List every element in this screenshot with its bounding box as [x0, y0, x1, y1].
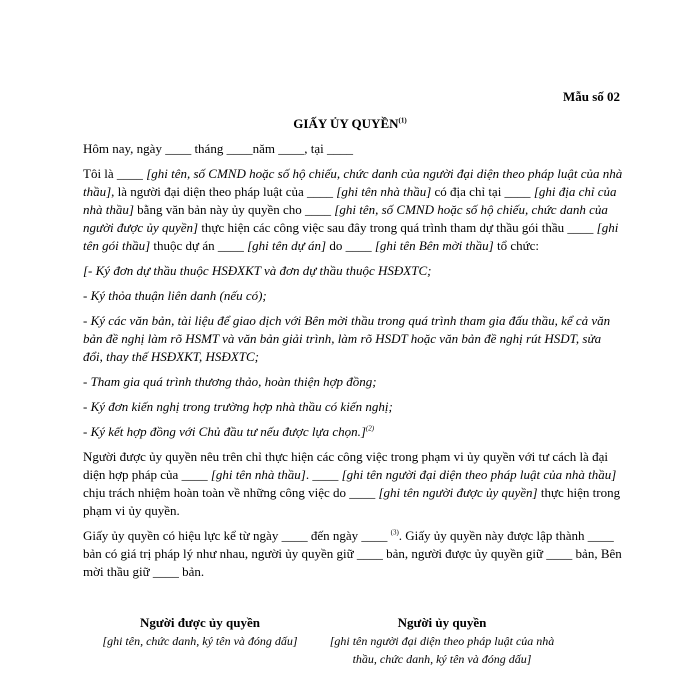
scope-placeholder: [ghi tên người được ủy quyền]: [378, 485, 538, 500]
signature-heading: Người được ủy quyền: [140, 615, 260, 630]
document-body: [83, 140, 623, 588]
task-item: - Ký thỏa thuận liên danh (nếu có);: [83, 288, 267, 303]
intro-placeholder: [ghi tên, số CMND hoặc số hộ chiếu, chức danh của người được ủy quyền]: [83, 202, 608, 235]
scope-placeholder: [ghi tên nhà thầu]: [210, 467, 306, 482]
scope-paragraph: [83, 448, 623, 520]
title-footnote: (1): [398, 116, 407, 125]
signature-heading: Người ủy quyền: [397, 615, 487, 630]
task-item-last: [83, 423, 623, 441]
validity-paragraph: [83, 527, 623, 581]
scope-text: Người được ủy quyền nêu trên chỉ thực hiện các công việc trong phạm vi ủy quyền với tư cách là đại diện hợp pháp của ____: [83, 449, 608, 482]
task-footnote: (2): [365, 424, 375, 433]
intro-paragraph: [83, 165, 623, 255]
intro-placeholder: [ghi tên gói thầu]: [83, 220, 619, 253]
intro-placeholder: [ghi tên Bên mời thầu]: [374, 238, 494, 253]
form-number: Mẫu số 02: [562, 89, 620, 104]
validity-footnote: (3): [390, 528, 399, 537]
scope-text: thực hiện trong phạm vi ủy quyền.: [83, 485, 621, 518]
intro-text: tổ chức:: [493, 238, 540, 253]
intro-placeholder: [ghi tên nhà thầu]: [336, 184, 432, 199]
intro-text: thuộc dự án ____: [150, 238, 248, 253]
intro-text: có địa chỉ tại ____: [431, 184, 534, 199]
task-item: [- Ký đơn dự thầu thuộc HSĐXKT và đơn dự thầu thuộc HSĐXTC;: [83, 263, 432, 278]
intro-text: do ____: [326, 238, 375, 253]
scope-placeholder: [ghi tên người đại diện theo pháp luật của nhà thầu]: [341, 467, 617, 482]
intro-text: bằng văn bản này ủy quyền cho ____: [133, 202, 335, 217]
signature-block-authorized: [80, 614, 320, 650]
intro-placeholder: [ghi tên dự án]: [247, 238, 327, 253]
task-item: - Ký đơn kiến nghị trong trường hợp nhà thầu có kiến nghị;: [83, 399, 393, 414]
intro-placeholder: [ghi tên, số CMND hoặc số hộ chiếu, chức danh của người đại diện theo pháp luật của nhà thầu]: [83, 166, 623, 199]
intro-text: Tôi là ____: [83, 166, 147, 181]
signature-detail: [ghi tên người đại diện theo pháp luật của nhà thầu, chức danh, ký tên và đóng dấu]: [329, 634, 555, 666]
intro-text: thực hiện các công việc sau đây trong quá trình tham dự thầu gói thầu ____: [198, 220, 597, 235]
scope-text: . ____: [305, 467, 342, 482]
title-text: GIẤY ỦY QUYỀN: [293, 116, 399, 131]
intro-text: , là người đại diện theo pháp luật của ____: [111, 184, 337, 199]
validity-text: . Giấy ủy quyền này được lập thành ____ bản có giá trị pháp lý như nhau, người ủy quyền giữ ____ bản, người được ủy quyền giữ ____ bản, Bên mời thầu giữ ____ bản.: [83, 528, 622, 579]
validity-text: Giấy ủy quyền có hiệu lực kể từ ngày ____ đến ngày ____: [83, 528, 391, 543]
date-line: Hôm nay, ngày ____ tháng ____năm ____, tại ____: [83, 141, 353, 156]
task-item: - Ký các văn bản, tài liệu để giao dịch với Bên mời thầu trong quá trình tham gia đấu thầu, kể cả văn bản đề nghị làm rõ HSMT và văn bản giải trình, làm rõ HSDT hoặc văn bản đề nghị rút HSDT, sửa đổi, thay thế HSĐXKT, HSĐXTC;: [83, 313, 611, 364]
task-text: - Ký kết hợp đồng với Chủ đầu tư nếu được lựa chọn.]: [83, 424, 366, 439]
signature-block-authorizer: [320, 614, 564, 668]
intro-placeholder: [ghi địa chỉ của nhà thầu]: [83, 184, 617, 217]
document-title: [0, 116, 700, 132]
scope-text: chịu trách nhiệm hoàn toàn về những công việc do ____: [83, 485, 379, 500]
signature-detail: [ghi tên, chức danh, ký tên và đóng dấu]: [102, 634, 298, 648]
task-item: - Tham gia quá trình thương thảo, hoàn thiện hợp đồng;: [83, 374, 377, 389]
